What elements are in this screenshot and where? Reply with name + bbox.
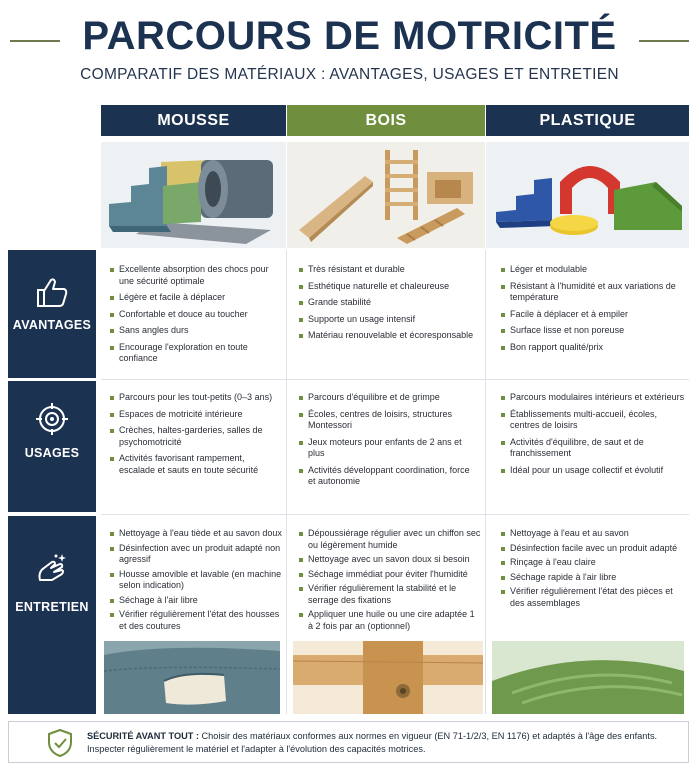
row-label-text: ENTRETIEN bbox=[15, 600, 89, 614]
list-item: Vérifier régulièrement l'état des pièces et des assemblages bbox=[499, 586, 685, 609]
list-item: Surface lisse et non poreuse bbox=[499, 325, 685, 337]
list-item: Crèches, haltes-garderies, salles de psychomotricité bbox=[108, 425, 280, 448]
list-item: Activités favorisant rampement, escalade et sauts en toute sécurité bbox=[108, 453, 280, 476]
foam-blocks-illustration bbox=[101, 142, 286, 248]
list-item: Séchage rapide à l'air libre bbox=[499, 572, 685, 584]
cell-avantages-mousse bbox=[108, 264, 280, 370]
column-divider bbox=[286, 250, 287, 714]
list-item: Idéal pour un usage collectif et évolutif bbox=[499, 465, 685, 477]
cell-usages-plastique bbox=[499, 392, 685, 481]
list-item: Séchage immédiat pour éviter l'humidité bbox=[297, 569, 481, 581]
list-item: Désinfection facile avec un produit adapté bbox=[499, 543, 685, 555]
list-item: Très résistant et durable bbox=[297, 264, 479, 276]
safety-line-1: Choisir des matériaux conformes aux normes en vigueur (EN 71-1/2/3, EN 1176) et adaptés à l'âge des enfants. bbox=[201, 731, 658, 741]
list-item: Appliquer une huile ou une cire adaptée 1 à 2 fois par an (optionnel) bbox=[297, 609, 481, 632]
shield-check-icon bbox=[47, 728, 73, 758]
list-item: Parcours pour les tout-petits (0–3 ans) bbox=[108, 392, 280, 404]
cell-entretien-bois bbox=[297, 528, 481, 635]
thumbs-up-icon bbox=[34, 274, 70, 310]
list-item: Jeux moteurs pour enfants de 2 ans et plus bbox=[297, 437, 479, 460]
row-label-text: AVANTAGES bbox=[12, 318, 92, 332]
wood-joint-photo bbox=[293, 641, 483, 714]
list-item: Nettoyage avec un savon doux si besoin bbox=[297, 554, 481, 566]
plastic-modules-illustration bbox=[486, 142, 689, 248]
safety-notice bbox=[8, 721, 689, 763]
title-block bbox=[0, 10, 699, 70]
list-item: Matériau renouvelable et écoresponsable bbox=[297, 330, 479, 342]
list-item: Excellente absorption des chocs pour une sécurité optimale bbox=[108, 264, 280, 287]
list-item: Housse amovible et lavable (en machine selon indication) bbox=[108, 569, 282, 592]
list-item: Grande stabilité bbox=[297, 297, 479, 309]
plastic-surface-photo bbox=[492, 641, 684, 714]
list-item: Nettoyage à l'eau et au savon bbox=[499, 528, 685, 540]
wooden-equipment-illustration bbox=[287, 142, 485, 248]
list-item: Vérifier régulièrement la stabilité et le serrage des fixations bbox=[297, 583, 481, 606]
list-item: Parcours modulaires intérieurs et extérieurs bbox=[499, 392, 685, 404]
list-item: Légère et facile à déplacer bbox=[108, 292, 280, 304]
target-icon bbox=[34, 401, 70, 437]
list-item: Désinfection avec un produit adapté non agressif bbox=[108, 543, 282, 566]
list-item: Encourage l'exploration en toute confiance bbox=[108, 342, 280, 365]
safety-line-2: Inspecter régulièrement le matériel et l'adapter à l'évolution des capacités motrices. bbox=[87, 744, 426, 754]
list-item: Supporte un usage intensif bbox=[297, 314, 479, 326]
row-divider bbox=[101, 379, 689, 380]
cell-usages-bois bbox=[297, 392, 479, 493]
column-header-mousse: MOUSSE bbox=[101, 105, 286, 136]
column-header-bois: BOIS bbox=[287, 105, 485, 136]
list-item: Facile à déplacer et à empiler bbox=[499, 309, 685, 321]
list-item: Sans angles durs bbox=[108, 325, 280, 337]
column-header-plastique: PLASTIQUE bbox=[486, 105, 689, 136]
row-label-avantages bbox=[8, 250, 96, 378]
list-item: Nettoyage à l'eau tiède et au savon doux bbox=[108, 528, 282, 540]
list-item: Activités d'équilibre, de saut et de franchissement bbox=[499, 437, 685, 460]
foam-cover-photo bbox=[104, 641, 280, 714]
list-item: Léger et modulable bbox=[499, 264, 685, 276]
cell-avantages-bois bbox=[297, 264, 479, 347]
row-label-usages bbox=[8, 381, 96, 512]
row-divider bbox=[101, 514, 689, 515]
cell-avantages-plastique bbox=[499, 264, 685, 358]
page-subtitle: COMPARATIF DES MATÉRIAUX : AVANTAGES, USAGES ET ENTRETIEN bbox=[80, 66, 619, 83]
list-item: Établissements multi-accueil, écoles, centres de loisirs bbox=[499, 409, 685, 432]
list-item: Séchage à l'air libre bbox=[108, 595, 282, 607]
safety-text bbox=[87, 730, 682, 756]
list-item: Espaces de motricité intérieure bbox=[108, 409, 280, 421]
row-label-entretien bbox=[8, 516, 96, 714]
list-item: Confortable et douce au toucher bbox=[108, 309, 280, 321]
cell-entretien-mousse bbox=[108, 528, 282, 635]
cell-usages-mousse bbox=[108, 392, 280, 481]
list-item: Bon rapport qualité/prix bbox=[499, 342, 685, 354]
list-item: Parcours d'équilibre et de grimpe bbox=[297, 392, 479, 404]
list-item: Écoles, centres de loisirs, structures Montessori bbox=[297, 409, 479, 432]
row-label-text: USAGES bbox=[24, 446, 80, 460]
list-item: Activités développant coordination, force et autonomie bbox=[297, 465, 479, 488]
list-item: Résistant à l'humidité et aux variations de température bbox=[499, 281, 685, 304]
safety-title: SÉCURITÉ AVANT TOUT : bbox=[87, 731, 199, 741]
cell-entretien-plastique bbox=[499, 528, 685, 612]
cleaning-hands-icon bbox=[34, 550, 70, 586]
column-divider bbox=[485, 250, 486, 714]
list-item: Vérifier régulièrement l'état des housses et des coutures bbox=[108, 609, 282, 632]
list-item: Dépoussiérage régulier avec un chiffon sec ou légèrement humide bbox=[297, 528, 481, 551]
page-title: PARCOURS DE MOTRICITÉ bbox=[82, 14, 617, 58]
list-item: Rinçage à l'eau claire bbox=[499, 557, 685, 569]
title-rule-right bbox=[639, 40, 689, 42]
list-item: Esthétique naturelle et chaleureuse bbox=[297, 281, 479, 293]
